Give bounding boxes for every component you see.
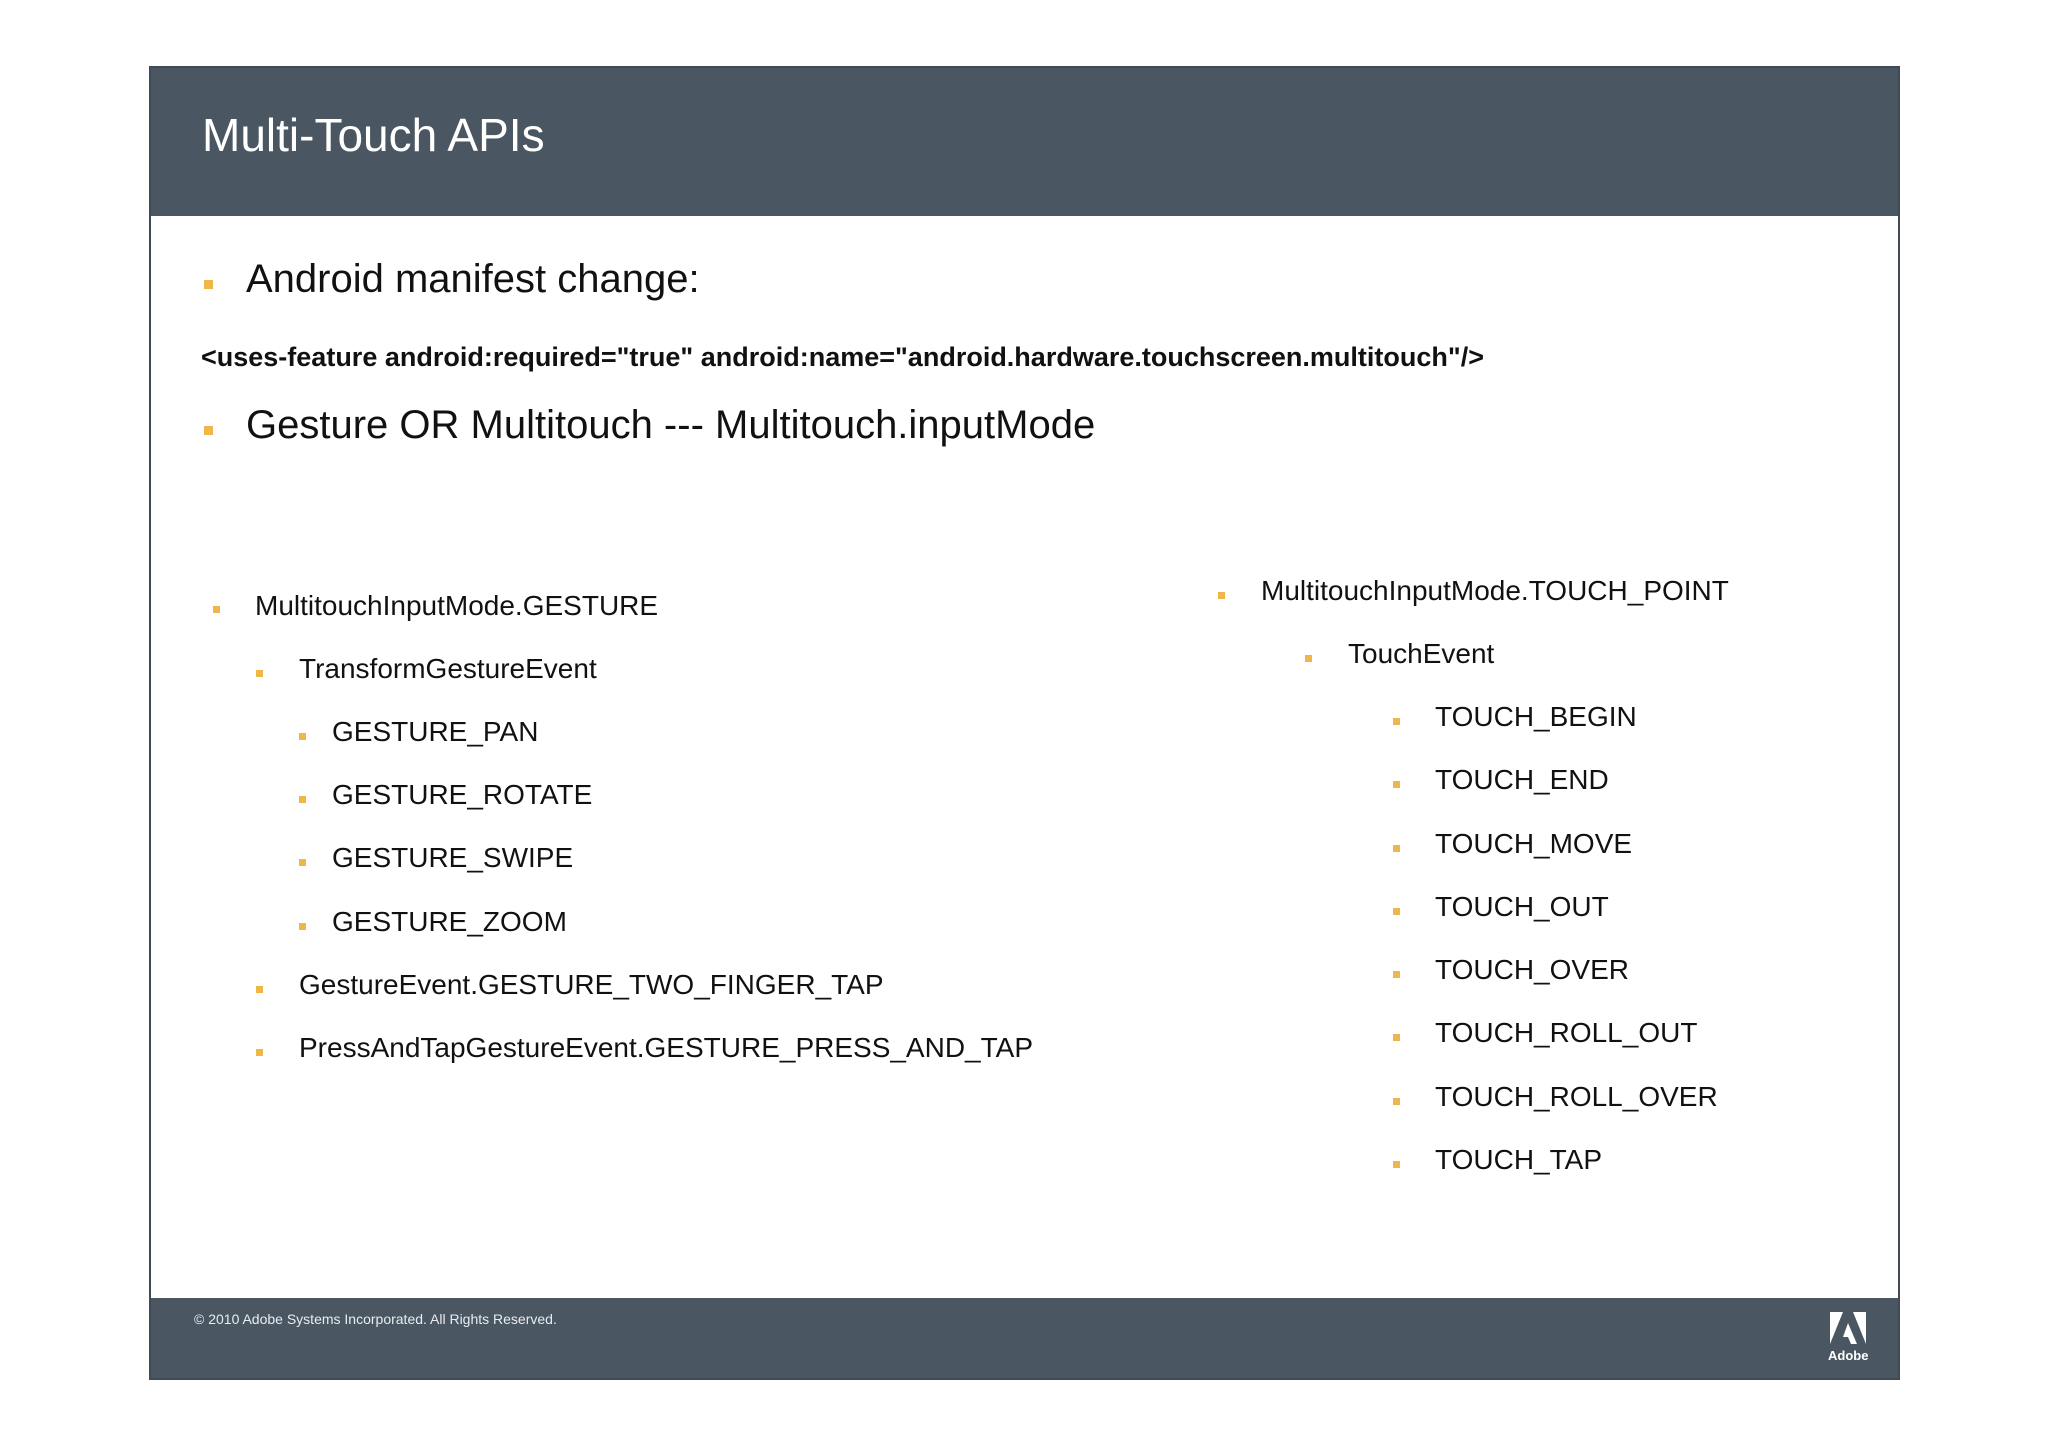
square-bullet-icon: [1393, 781, 1400, 788]
press-and-tap-event: PressAndTapGestureEvent.GESTURE_PRESS_AND_TAP: [299, 1032, 1034, 1063]
square-bullet-icon: [256, 1049, 263, 1056]
touch-type-item: TOUCH_BEGIN: [1435, 701, 1637, 732]
touch-type-item: TOUCH_ROLL_OUT: [1435, 1017, 1698, 1048]
touch-type-item: TOUCH_MOVE: [1435, 828, 1633, 859]
square-bullet-icon: [1393, 718, 1400, 725]
square-bullet-icon: [299, 923, 306, 930]
gesture-type-item: GESTURE_ZOOM: [332, 906, 567, 937]
touch-type-item: TOUCH_ROLL_OVER: [1435, 1081, 1718, 1112]
square-bullet-icon: [213, 606, 220, 613]
square-bullet-icon: [1393, 1098, 1400, 1105]
touch-type-item: TOUCH_OVER: [1435, 954, 1629, 985]
slide-title: Multi-Touch APIs: [202, 109, 545, 161]
square-bullet-icon: [1393, 971, 1400, 978]
touch-type-item: TOUCH_TAP: [1435, 1144, 1602, 1175]
touch-type-item: TOUCH_END: [1435, 764, 1609, 795]
bullet-input-mode: Gesture OR Multitouch --- Multitouch.inputMode: [246, 403, 1096, 447]
transform-gesture-event: TransformGestureEvent: [299, 653, 597, 684]
square-bullet-icon: [1393, 845, 1400, 852]
square-bullet-icon: [256, 670, 263, 677]
bullet-manifest-change: Android manifest change:: [246, 257, 700, 301]
touch-point-mode: MultitouchInputMode.TOUCH_POINT: [1261, 575, 1729, 606]
square-bullet-icon: [204, 280, 213, 289]
touch-type-item: TOUCH_OUT: [1435, 891, 1609, 922]
square-bullet-icon: [1305, 655, 1312, 662]
manifest-code: <uses-feature android:required="true" android:name="android.hardware.touchscreen.multitouch"/>: [201, 342, 1484, 372]
touch-event: TouchEvent: [1348, 638, 1495, 669]
square-bullet-icon: [1393, 1034, 1400, 1041]
gesture-type-item: GESTURE_SWIPE: [332, 842, 574, 873]
square-bullet-icon: [1393, 1161, 1400, 1168]
square-bullet-icon: [1393, 908, 1400, 915]
square-bullet-icon: [204, 426, 213, 435]
gesture-mode: MultitouchInputMode.GESTURE: [255, 590, 659, 621]
square-bullet-icon: [299, 796, 306, 803]
slide-header: [151, 68, 1898, 216]
square-bullet-icon: [299, 859, 306, 866]
square-bullet-icon: [1218, 592, 1225, 599]
copyright-text: © 2010 Adobe Systems Incorporated. All Rights Reserved.: [194, 1311, 557, 1327]
square-bullet-icon: [299, 733, 306, 740]
gesture-type-item: GESTURE_PAN: [332, 716, 539, 747]
gesture-type-item: GESTURE_ROTATE: [332, 779, 593, 810]
two-finger-tap-event: GestureEvent.GESTURE_TWO_FINGER_TAP: [299, 969, 884, 1000]
logo-text: Adobe: [1828, 1348, 1869, 1363]
adobe-logo-icon: [1828, 1310, 1868, 1366]
slide-footer: [151, 1298, 1898, 1378]
slide: [149, 66, 1900, 1380]
square-bullet-icon: [256, 986, 263, 993]
